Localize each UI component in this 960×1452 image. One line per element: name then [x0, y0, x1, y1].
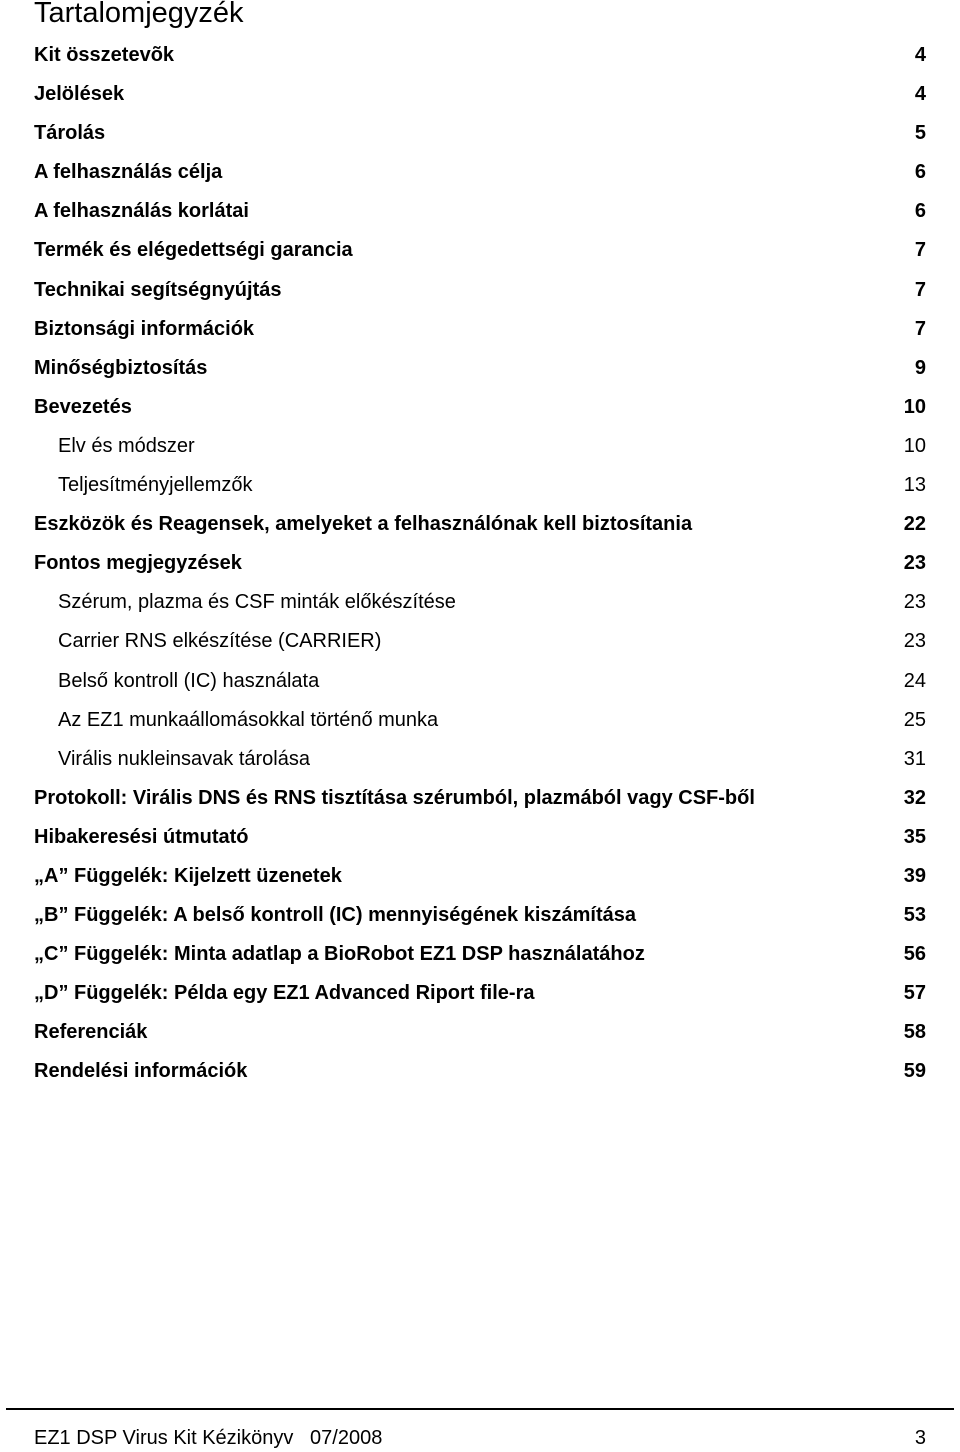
- toc-entry-label: Carrier RNS elkészítése (CARRIER): [58, 630, 382, 653]
- toc-entry-label: Tárolás: [34, 122, 106, 145]
- toc-entry-label: Technikai segítségnyújtás: [34, 278, 282, 301]
- toc-entry-page-number: 6: [914, 200, 926, 223]
- toc-entry-label: Rendelési információk: [34, 1060, 248, 1083]
- toc-entry-page-number: 23: [903, 630, 926, 653]
- toc-entry-page-number: 24: [903, 669, 926, 692]
- toc-entry-page-number: 23: [903, 591, 926, 614]
- toc-entry-label: Szérum, plazma és CSF minták előkészítése: [58, 591, 456, 614]
- toc-entry-label: Hibakeresési útmutató: [34, 825, 249, 848]
- toc-entry-page-number: 7: [914, 278, 926, 301]
- toc-entry-label: Teljesítményjellemzők: [58, 474, 253, 497]
- page-title: Tartalomjegyzék: [34, 0, 244, 29]
- toc-entry-page-number: 57: [903, 982, 926, 1005]
- toc-entry-page-number: 58: [903, 1021, 926, 1044]
- toc-entry-label: Fontos megjegyzések: [34, 552, 242, 575]
- toc-entry-label: Eszközök és Reagensek, amelyeket a felhasználónak kell biztosítania: [34, 513, 693, 536]
- toc-entry[interactable]: [0, 388, 960, 427]
- toc-entry-page-number: 4: [914, 83, 926, 106]
- toc-entry-page-number: 4: [914, 44, 926, 66]
- footer-document-info: EZ1 DSP Virus Kit Kézikönyv 07/2008: [34, 1427, 383, 1449]
- toc-entry-page-number: 7: [914, 239, 926, 262]
- toc-entry-label: Jelölések: [34, 83, 125, 106]
- toc-entry[interactable]: [0, 505, 960, 544]
- toc-entry[interactable]: [0, 427, 960, 466]
- toc-entry[interactable]: [0, 349, 960, 388]
- toc-entry-label: Referenciák: [34, 1021, 148, 1044]
- toc-entry-page-number: 39: [903, 864, 926, 887]
- toc-entry-page-number: 9: [914, 356, 926, 379]
- toc-entry[interactable]: [0, 310, 960, 349]
- toc-entry[interactable]: [0, 662, 960, 701]
- toc-entry-label: Virális nukleinsavak tárolása: [58, 747, 310, 770]
- toc-entry-label: Az EZ1 munkaállomásokkal történő munka: [58, 708, 439, 731]
- toc-entry-label: Bevezetés: [34, 395, 132, 418]
- toc-entry[interactable]: [0, 466, 960, 505]
- toc-entry-label: Minőségbiztosítás: [34, 356, 208, 379]
- table-of-contents: [0, 36, 960, 1092]
- toc-entry[interactable]: [0, 36, 960, 75]
- toc-entry[interactable]: [0, 622, 960, 661]
- toc-entry-page-number: 31: [903, 747, 926, 770]
- toc-entry-page-number: 13: [903, 474, 926, 497]
- toc-entry[interactable]: [0, 1013, 960, 1052]
- toc-entry-page-number: 59: [903, 1060, 926, 1083]
- toc-entry-label: A felhasználás célja: [34, 161, 223, 184]
- toc-entry[interactable]: [0, 779, 960, 818]
- toc-entry-label: Biztonsági információk: [34, 317, 255, 340]
- toc-entry[interactable]: [0, 271, 960, 310]
- toc-entry[interactable]: [0, 75, 960, 114]
- toc-entry-page-number: 56: [903, 943, 926, 966]
- toc-entry[interactable]: [0, 896, 960, 935]
- toc-entry-label: Belső kontroll (IC) használata: [58, 669, 320, 692]
- page-footer: [0, 1424, 960, 1452]
- toc-entry-page-number: 10: [903, 395, 926, 418]
- toc-entry-page-number: 25: [903, 708, 926, 731]
- toc-entry[interactable]: [0, 818, 960, 857]
- toc-entry[interactable]: [0, 231, 960, 270]
- toc-entry-label: Elv és módszer: [58, 434, 195, 457]
- toc-entry-label: „C” Függelék: Minta adatlap a BioRobot EZ1 DSP használatához: [34, 943, 645, 966]
- toc-entry-page-number: 35: [903, 825, 926, 848]
- toc-entry-page-number: 6: [914, 161, 926, 184]
- toc-entry[interactable]: [0, 583, 960, 622]
- toc-entry-page-number: 22: [903, 513, 926, 536]
- toc-entry-label: A felhasználás korlátai: [34, 200, 249, 223]
- toc-entry-label: Protokoll: Virális DNS és RNS tisztítása szérumból, plazmából vagy CSF-ből: [34, 786, 755, 809]
- toc-entry[interactable]: [0, 935, 960, 974]
- toc-entry[interactable]: [0, 153, 960, 192]
- toc-entry[interactable]: [0, 192, 960, 231]
- toc-entry-label: „B” Függelék: A belső kontroll (IC) mennyiségének kiszámítása: [34, 904, 637, 927]
- toc-entry[interactable]: [0, 701, 960, 740]
- toc-entry-page-number: 32: [903, 786, 926, 809]
- toc-entry[interactable]: [0, 857, 960, 896]
- footer-page-number: 3: [914, 1427, 926, 1449]
- toc-entry[interactable]: [0, 974, 960, 1013]
- toc-entry[interactable]: [0, 114, 960, 153]
- toc-entry-page-number: 7: [914, 317, 926, 340]
- toc-entry[interactable]: [0, 740, 960, 779]
- toc-entry-label: „A” Függelék: Kijelzett üzenetek: [34, 864, 342, 887]
- footer-divider: [6, 1408, 954, 1410]
- toc-entry[interactable]: [0, 1052, 960, 1091]
- toc-entry-page-number: 53: [903, 904, 926, 927]
- toc-entry-label: „D” Függelék: Példa egy EZ1 Advanced Riport file-ra: [34, 982, 535, 1005]
- toc-entry-page-number: 23: [903, 552, 926, 575]
- toc-entry-label: Kit összetevõk: [34, 44, 175, 66]
- toc-entry-page-number: 5: [914, 122, 926, 145]
- toc-entry[interactable]: [0, 544, 960, 583]
- toc-entry-page-number: 10: [903, 434, 926, 457]
- toc-entry-label: Termék és elégedettségi garancia: [34, 239, 353, 262]
